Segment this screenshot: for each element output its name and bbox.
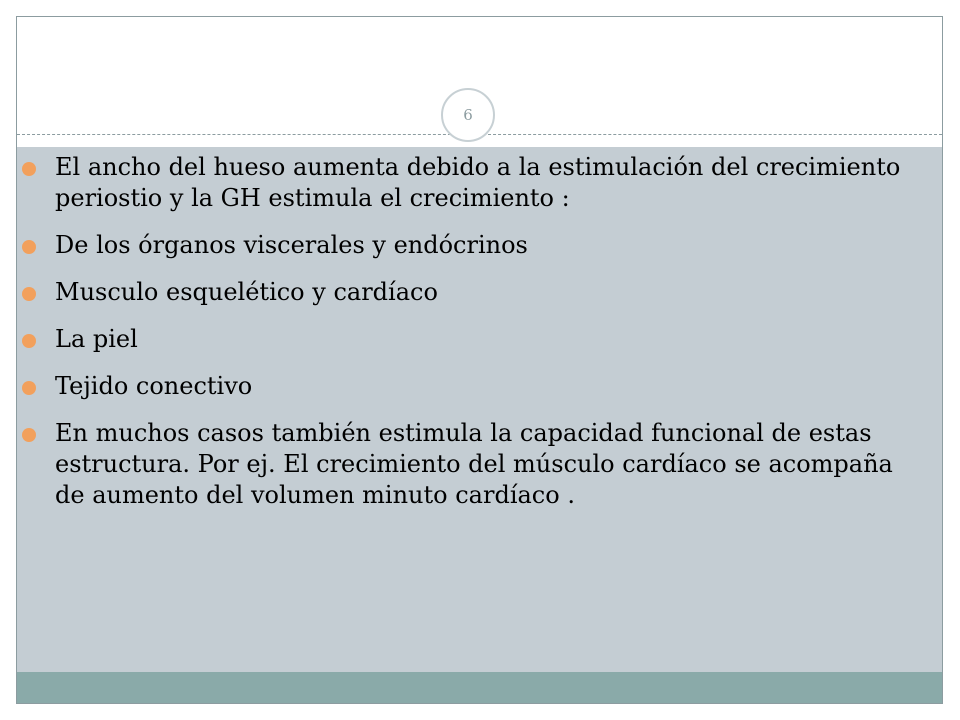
list-item	[22, 324, 902, 355]
page-number-badge	[441, 88, 495, 142]
bullet-dot-icon	[22, 428, 36, 442]
list-item	[22, 418, 902, 511]
page-number: 6	[463, 106, 473, 124]
list-item	[22, 152, 902, 214]
bullet-dot-icon	[22, 334, 36, 348]
bullet-text: El ancho del hueso aumenta debido a la estimulación del crecimiento periostio y la GH estimula el crecimiento :	[55, 153, 901, 212]
list-item	[22, 230, 902, 261]
footer-bar	[17, 672, 942, 704]
list-item	[22, 371, 902, 402]
bullet-list	[22, 152, 902, 527]
bullet-text: La piel	[55, 325, 138, 353]
list-item	[22, 277, 902, 308]
bullet-text: Musculo esquelético y cardíaco	[55, 278, 438, 306]
bullet-text: En muchos casos también estimula la capacidad funcional de estas estructura. Por ej. El crecimiento del músculo cardíaco se acompaña de aumento del volumen minuto cardíaco .	[55, 419, 893, 509]
bullet-dot-icon	[22, 240, 36, 254]
bullet-text: Tejido conectivo	[55, 372, 253, 400]
bullet-dot-icon	[22, 287, 36, 301]
bullet-text: De los órganos viscerales y endócrinos	[55, 231, 528, 259]
bullet-dot-icon	[22, 162, 36, 176]
bullet-dot-icon	[22, 381, 36, 395]
